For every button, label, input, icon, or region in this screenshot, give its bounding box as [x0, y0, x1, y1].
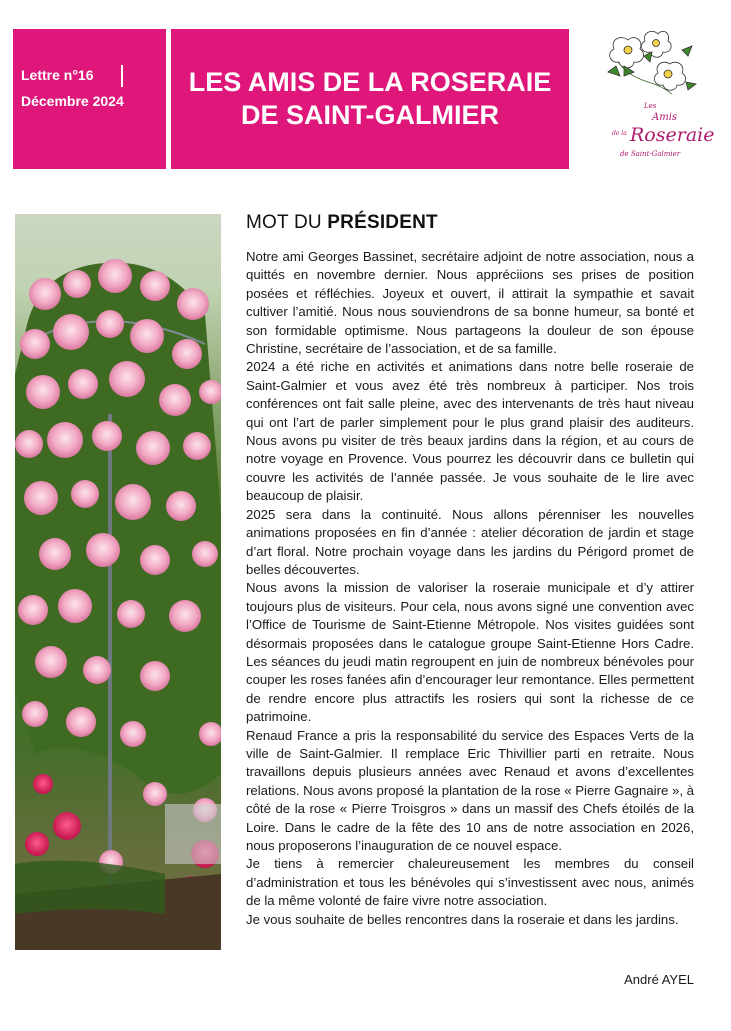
newsletter-title-line2: DE SAINT-GALMIER [240, 100, 499, 130]
heading-prefix: MOT DU [246, 212, 328, 233]
climbing-rose-image [15, 214, 221, 950]
newsletter-title-box [171, 29, 569, 169]
heading-emphasis: PRÉSIDENT [327, 212, 438, 233]
newsletter-title-line1: LES AMIS DE LA ROSERAIE [188, 67, 552, 97]
association-logo [598, 26, 715, 168]
issue-date: Décembre 2024 [21, 93, 124, 109]
logo-word-roseraie: Roseraie [630, 124, 715, 146]
rose-bush-photo [15, 214, 221, 950]
issue-divider [121, 65, 123, 87]
paragraph-closing: Je vous souhaite de belles rencontres dans la roseraie et dans les jardins. [246, 911, 679, 927]
paragraph-espaces-verts: Renaud France a pris la responsabilité du service des Espaces Verts de la ville de Saint-Galmier. Il remplace Eric Thivillier parti en retraite. Nous travaillons depuis plusieurs années avec Renaud et avons d’excellentes relations. Nous avons proposé la plantation de la rose « Pierre Gagnaire », à côté de la rose « Pierre Troisgros » dans un massif des Chefs étoilés de la Loire. Dans le cadre de la fête des 10 ans de notre association en 2026, nous proposerons l’inauguration de ce nouvel espace. [246, 727, 694, 853]
logo-word-amis: Amis [652, 112, 678, 123]
logo-word-de: de la [612, 130, 627, 137]
issue-number: Lettre n°16 [21, 67, 94, 83]
author-signature: André AYEL [624, 972, 694, 987]
article-heading [246, 212, 438, 234]
paragraph-tribute: Notre ami Georges Bassinet, secrétaire adjoint de notre association, nous a quittés en novembre dernier. Nous appréciions ses prises de position posées et réfléchies. Joyeux et ouvert, il attirait la sympathie et savait cultiver l’amitié. Nous nous souviendrons de sa bonne humeur, sa bonté et son formidable optimisme. Nous partageons la douleur de son épouse Christine, secrétaire de l’association, et de sa famille. [246, 249, 694, 357]
rose-drawing-icon [598, 26, 704, 106]
paragraph-thanks: Je tiens à remercier chaleureusement les membres du conseil d’administration et tous les bénévoles qui s’investissent avec nous, animés de la même volonté de faire vivre notre association. [246, 856, 694, 909]
paragraph-2024: 2024 a été riche en activités et animations dans notre belle roseraie de Saint-Galmier et vous avez été très nombreux à participer. Nos trois conférences ont fait salle pleine, avec des intervenants de très haut niveau qui ont l’art de parler simplement pour le plus grand plaisir des auditeurs. Nous avons pu visiter de très beaux jardins dans la région, et au cours de notre voyage en Provence. Vous pourrez les découvrir dans ce bulletin qui couvre les activités de l’année passée. Je vous souhaite de le lire avec beaucoup de plaisir. [246, 359, 694, 504]
article-body [246, 248, 694, 929]
paragraph-2025: 2025 sera dans la continuité. Nous allons pérenniser les nouvelles animations proposées en fin d’année : atelier décoration de jardin et stage d’art floral. Notre prochain voyage dans les jardins du Périgord promet de belles découvertes. [246, 506, 694, 577]
logo-word-city: de Saint-Galmier [620, 150, 681, 158]
issue-info-box [13, 29, 166, 169]
logo-word-les: Les [644, 102, 657, 110]
paragraph-mission: Nous avons la mission de valoriser la roseraie municipale et d’y attirer toujours plus de visiteurs. Pour cela, nous avons signé une convention avec l’Office de Tourisme de Saint-Etienne Métropole. Nos visites guidées sont désormais proposées dans le catalogue groupe Saint-Etienne Hors Cadre. Les séances du jeudi matin regroupent en juin de nombreux bénévoles pour couper les roses fanées afin d’encourager leur remontance. Elles permettent de rendre encore plus attractifs les rosiers qui sont la richesse de ce patrimoine. [246, 580, 694, 725]
